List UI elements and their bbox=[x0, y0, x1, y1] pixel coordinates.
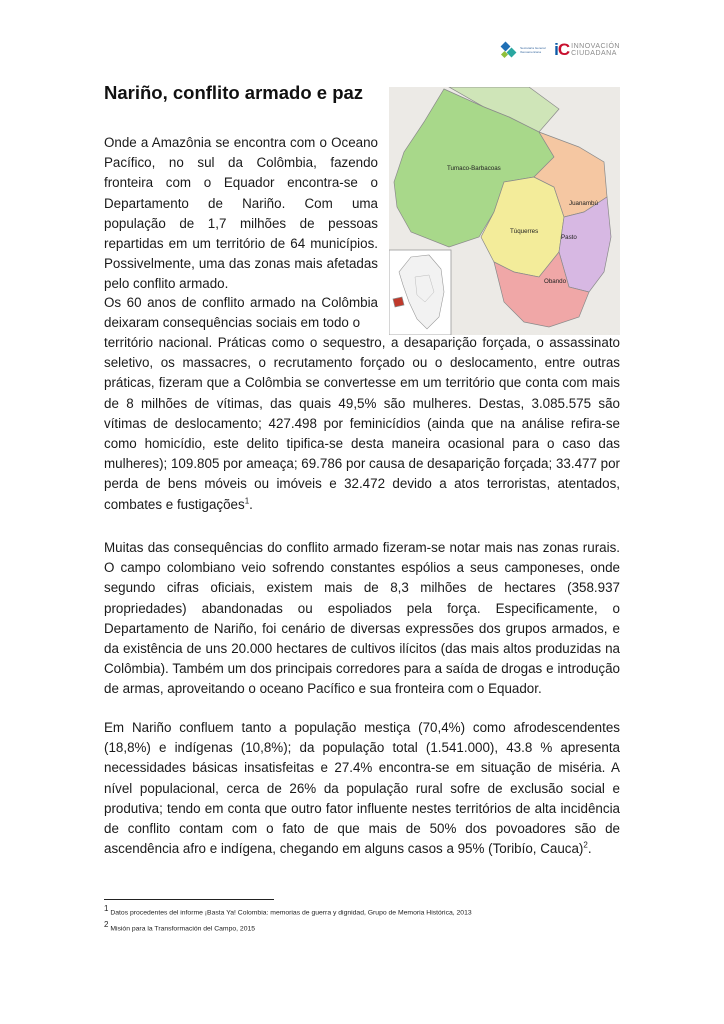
footnote-1 bbox=[104, 904, 472, 917]
map-label-tumaco: Tumaco-Barbacoas bbox=[447, 165, 501, 172]
footnote-divider bbox=[104, 899, 274, 900]
paragraph-rural: Muitas das consequências do conflito armado fizeram-se notar mais nas zonas rurais. O campo colombiano veio sofrendo constantes espólios a seus camponeses, onde segundo cifras oficiais, existem mais de 8,3 milhões de hectares (358.937 propriedades) abandonadas ou espoliados pela força. Especificamente, o Departamento de Nariño, foi cenário de diversas expressões dos grupos armados, e da existência de uns 20.000 hectares de cultivos ilícitos (das mais altos produzidas na Colômbia). Também um dos principais corredores para a saída de drogas e introdução de armas, aproveitando o oceano Pacífico e sua fronteira com o Equador. bbox=[104, 540, 620, 697]
segib-logo-icon bbox=[502, 41, 516, 59]
footnote-2-number: 2 bbox=[104, 920, 109, 929]
inset-narino-highlight bbox=[393, 297, 404, 307]
footnote-ref-2[interactable]: 2 bbox=[583, 840, 588, 850]
footnote-2 bbox=[104, 920, 256, 933]
footnote-ref-1[interactable]: 1 bbox=[244, 496, 250, 506]
paragraph-population: Em Nariño confluem tanto a população mestiça (70,4%) como afrodescendentes (18,8%) e indígenas (10,8%); da população total (1.541.000), 43.8 % apresenta necessidades básicas insatisfeitas e 27.4% encontra-se em situação de miséria. A nível populacional, cerca de 26% da população rural sofre de exclusão social e produtiva; tendo em conta que outro fator influente nestes territórios de alta incidência de conflito contam com o fato de que mais de 50% dos povoadores são de ascendência afro e indígena, chegando em alguns casos a 95% (Toribío, Cauca)$^2$. bbox=[104, 720, 620, 857]
map-label-pasto: Pasto bbox=[561, 234, 577, 241]
narino-region-map bbox=[389, 87, 620, 335]
segib-logo-text: Secretaría General Iberoamericana bbox=[520, 46, 546, 54]
map-label-tuquerres: Túquerres bbox=[510, 228, 539, 235]
logo-line-1: INNOVACIÓN bbox=[571, 43, 620, 50]
colombia-inset-map bbox=[389, 250, 451, 335]
logo-line-2: CIUDADANA bbox=[571, 50, 617, 57]
footnote-1-number: 1 bbox=[104, 904, 109, 913]
paragraph-conflict-text: território nacional. Práticas como o sequestro, a desaparição forçada, o assassinato seletivo, os massacres, o recrutamento forçado ou o deslocamento, entre outras práticas, fizeram que a Colômbia se convertesse em um território que conta com mais de 8 milhões de vítimas, das quais 49,5% são mulheres. Destas, 3.085.575 são vítimas de deslocamento; 427.498 por feminicídios (ainda que na análise refira-se como homicídio, este delito tipifica-se desta maneira ocasional para o caso das mulheres); 109.805 por ameaça; 69.786 por causa de desaparição forçada; 33.477 por perda de bens móveis ou imóveis e 32.472 devido a atos terroristas, atentados, combates e fustigações bbox=[104, 335, 620, 512]
innovacion-ciudadana-logo bbox=[554, 40, 620, 60]
paragraph-conflict: território nacional. Práticas como o sequestro, a desaparição forçada, o assassinato seletivo, os massacres, o recrutamento forçado ou o deslocamento, entre outras práticas, fizeram que a Colômbia se convertesse em um território que conta com mais de 8 milhões de vítimas, das quais 49,5% são mulheres. Destas, 3.085.575 são vítimas de deslocamento; 427.498 por feminicídios (ainda que na análise refira-se como homicídio, este delito tipifica-se desta maneira ocasional para o caso das mulheres); 109.805 por ameaça; 69.786 por causa de desaparição forçada; 33.477 por perda de bens móveis ou imóveis e 32.472 devido a atos terroristas, atentados, combates e fustigações$^1$. bbox=[104, 335, 620, 512]
map-label-obando: Obando bbox=[544, 278, 567, 285]
map-label-juanambu: Juanambú bbox=[569, 200, 598, 207]
page-title: Nariño, conflito armado e paz bbox=[104, 82, 364, 103]
paragraph-population-text: Em Nariño confluem tanto a população mestiça (70,4%) como afrodescendentes (18,8%) e indígenas (10,8%); da população total (1.541.000), 43.8 % apresenta necessidades básicas insatisfeitas e 27.4% encontra-se em situação de miséria. A nível populacional, cerca de 26% da população rural sofre de exclusão social e produtiva; tendo em conta que outro fator influente nestes territórios de alta incidência de conflito contam com o fato de que mais de 50% dos povoadores são de ascendência afro e indígena, chegando em alguns casos a 95% (Toribío, Cauca) bbox=[104, 720, 620, 857]
paragraph-intro: Onde a Amazônia se encontra com o Oceano Pacífico, no sul da Colômbia, fazendo fronteira com o Equador encontra-se o Departamento de Nariño. Com uma população de 1,7 milhões de pessoas repartidas em um território de 64 municípios. Possivelmente, uma das zonas mais afetadas pelo conflito armado. bbox=[104, 135, 378, 292]
segib-logo bbox=[502, 41, 548, 59]
map-graphic bbox=[389, 87, 620, 335]
paragraph-conflict-start: Os 60 anos de conflito armado na Colômbia deixaram consequências sociais em todo o bbox=[104, 295, 378, 331]
header-logos bbox=[502, 40, 620, 60]
footnote-2-text: Misión para la Transformación del Campo, 2015 bbox=[110, 925, 256, 933]
footnote-1-text: Datos procedentes del informe ¡Basta Ya! Colombia: memorias de guerra y dignidad, Grupo de Memoria Histórica, 2013 bbox=[110, 909, 472, 917]
ic-logo-mark: iC bbox=[554, 40, 570, 59]
